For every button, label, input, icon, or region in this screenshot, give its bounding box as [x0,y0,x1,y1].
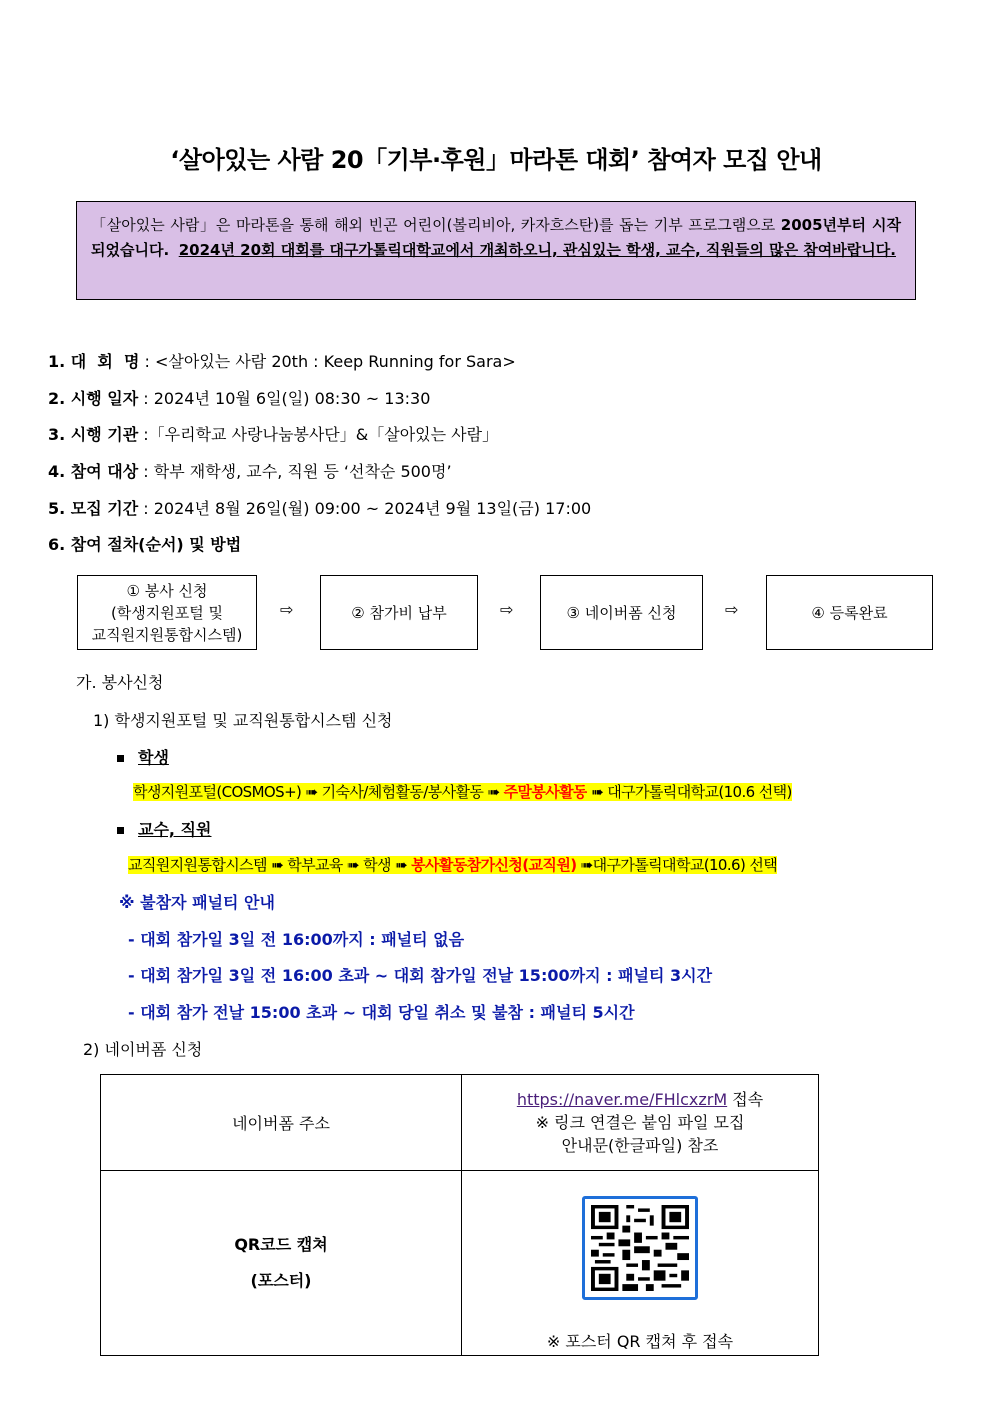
staff-heading-label: 교수, 직원 [138,820,212,839]
intro-text-3: 2024년 20회 대회를 대구가톨릭대학교에서 개최하오니, 관심있는 학생, 교수, 직원들의 많은 참여바랍니다. [178,241,896,259]
qr-label-2: (포스터) [250,1271,312,1290]
staff-path-highlight: 봉사활동참가신청(교직원) [411,856,577,874]
item-value: : 학부 재학생, 교수, 직원 등 ‘선착순 500명’ [138,462,452,481]
item-event-name [48,349,516,372]
flow-step-2-label: ② 참가비 납부 [351,603,447,622]
staff-path-b: ➠대구가톨릭대학교(10.6) 선택 [576,856,778,874]
item-label: 5. 모집 기간 [48,499,139,518]
penalty-line-3: - 대회 참가 전날 15:00 초과 ~ 대회 당일 취소 및 불참 : 패널티 5시간 [128,1003,635,1022]
item-label: 6. 참여 절차(순서) 및 방법 [48,535,242,554]
sub-section-1: 1) 학생지원포털 및 교직원통합시스템 신청 [93,711,393,730]
link-note-1: ※ 링크 연결은 붙임 파일 모집 [535,1113,745,1132]
qr-note: ※ 포스터 QR 캡쳐 후 접속 [546,1332,734,1351]
flow-step-4 [766,575,933,650]
flow-step-1-line1: ① 봉사 신청 [126,581,208,600]
student-heading-label: 학생 [138,748,169,767]
item-label: 4. 참여 대상 [48,462,139,481]
item-label: 3. 시행 기관 [48,425,139,444]
item-organizer [48,422,498,445]
item-label: 2. 시행 일자 [48,389,139,408]
item-value: :「우리학교 사랑나눔봉사단」&「살아있는 사람」 [138,425,499,444]
bullet-icon [117,827,124,834]
table-row [101,1171,819,1356]
intro-box [76,201,916,300]
table-row [101,1075,819,1171]
naver-form-table [100,1074,819,1356]
student-path-highlight: 주말봉사활동 [503,783,587,801]
sub-section-2: 2) 네이버폼 신청 [83,1040,203,1059]
item-target [48,459,452,482]
student-path [133,781,792,802]
penalty-line-1: - 대회 참가일 3일 전 16:00까지 : 패널티 없음 [128,930,465,949]
intro-text-2: 2005년부터 시작되었습니다. [91,216,902,259]
link-suffix: 접속 [727,1090,764,1109]
table-cell-value [462,1075,819,1171]
naver-form-label: 네이버폼 주소 [232,1114,330,1133]
flow-step-2 [320,575,478,650]
student-path-b: ➠ 대구가톨릭대학교(10.6 선택) [586,783,792,801]
flow-step-3 [540,575,703,650]
item-procedure [48,532,241,555]
student-path-a: 학생지원포털(COSMOS+) ➠ 기숙사/체험활동/봉사활동 ➠ [133,783,504,801]
naver-form-link[interactable]: https://naver.me/FHlcxzrM [516,1090,728,1109]
staff-heading [117,817,211,840]
table-cell-qr [462,1171,819,1356]
table-cell-label [101,1075,462,1171]
flow-arrow-icon: ⇨ [500,600,514,619]
item-value: : 2024년 10월 6일(일) 08:30 ~ 13:30 [138,389,431,408]
flow-step-1-line3: 교직원지원통합시스템) [91,625,243,644]
flow-step-4-label: ④ 등록완료 [811,603,888,622]
section-ga: 가. 봉사신청 [76,673,164,692]
intro-text-1: 「살아있는 사람」은 마라톤을 통해 해외 빈곤 어린이(볼리비아, 카자흐스탄)를 돕는 기부 프로그램으로 [91,216,781,234]
qr-code-icon[interactable] [582,1196,698,1300]
item-period [48,496,591,519]
qr-pattern [591,1205,689,1291]
qr-label-1: QR코드 캡쳐 [234,1235,328,1254]
student-heading [117,745,169,768]
item-label: 1. 대 회 명 [48,352,140,371]
link-note-2: 안내문(한글파일) 참조 [561,1136,719,1155]
penalty-line-2: - 대회 참가일 3일 전 16:00 초과 ~ 대회 참가일 전날 15:00까지 : 패널티 3시간 [128,966,713,985]
staff-path-a: 교직원지원통합시스템 ➠ 학부교육 ➠ 학생 ➠ [128,856,412,874]
item-value: : <살아있는 사람 20th : Keep Running for Sara> [139,352,516,371]
flow-step-1-line2: (학생지원포털 및 [110,603,224,622]
flow-arrow-icon: ⇨ [280,600,294,619]
flow-step-3-label: ③ 네이버폼 신청 [566,603,677,622]
staff-path [128,854,777,875]
item-date [48,386,430,409]
flow-arrow-icon: ⇨ [725,600,739,619]
penalty-heading: ※ 불참자 패널티 안내 [119,893,275,912]
bullet-icon [117,755,124,762]
table-cell-label [101,1171,462,1356]
item-value: : 2024년 8월 26일(월) 09:00 ~ 2024년 9월 13일(금) 17:00 [138,499,592,518]
page-title: ‘살아있는 사람 20「기부·후원」마라톤 대회’ 참여자 모집 안내 [170,146,822,174]
flow-step-1 [77,575,257,650]
